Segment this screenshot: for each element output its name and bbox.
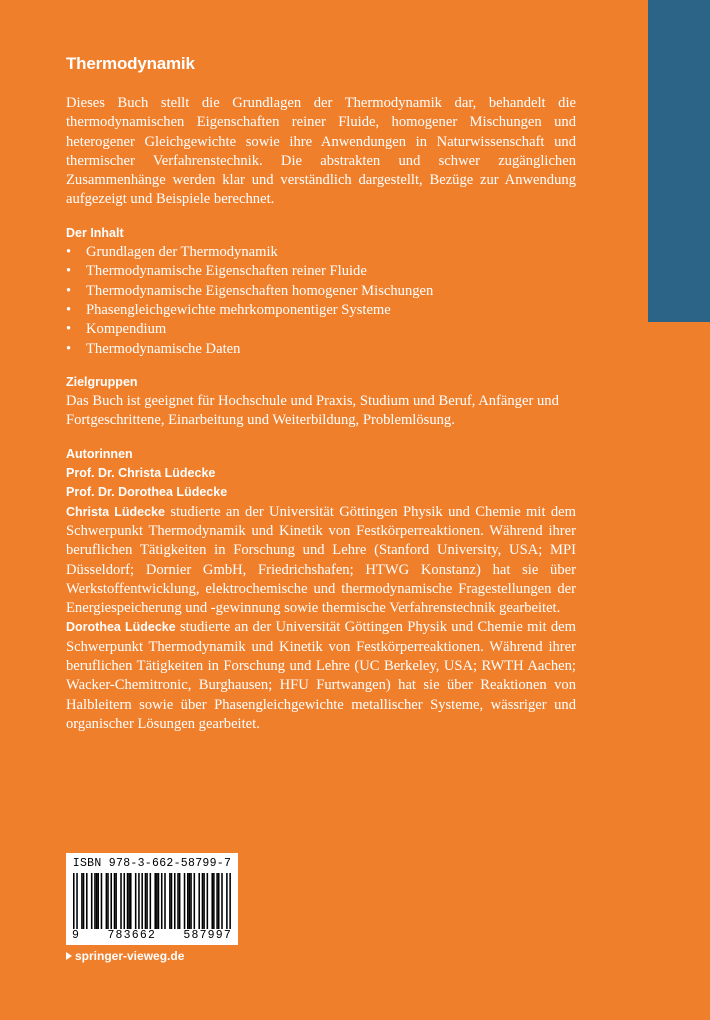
list-item: • Phasengleichgewichte mehrkomponentiger Systeme (66, 301, 391, 318)
author-1-name: Prof. Dr. Christa Lüdecke (66, 466, 216, 481)
back-cover-text (66, 54, 576, 734)
blue-corner-tab (648, 0, 710, 322)
inhalt-list (66, 243, 576, 359)
book-title: Thermodynamik (66, 54, 195, 73)
arrow-right-icon (66, 952, 72, 960)
barcode-digits: 9 783662 587997 (72, 929, 232, 942)
list-item: • Thermodynamische Eigenschaften homogener Mischungen (66, 282, 434, 299)
barcode-bars (73, 873, 231, 929)
bio-2-name: Dorothea Lüdecke (66, 620, 176, 635)
zielgruppen-text: Das Buch ist geeignet für Hochschule und Praxis, Studium und Beruf, Anfänger und Fortgeschrittene, Einarbeitung und Weiterbildung, Problemlösung. (66, 393, 559, 429)
list-item: • Kompendium (66, 321, 167, 338)
autorinnen-heading: Autorinnen (66, 446, 133, 461)
inhalt-heading: Der Inhalt (66, 225, 124, 240)
isbn-barcode (66, 853, 238, 945)
bio-1-name: Christa Lüdecke (66, 504, 165, 519)
list-item: • Thermodynamische Eigenschaften reiner Fluide (66, 263, 367, 280)
author-2-name: Prof. Dr. Dorothea Lüdecke (66, 485, 228, 500)
author-2-bio: Dorothea Lüdecke studierte an der Universität Göttingen Physik und Chemie mit dem Schwerpunkt Thermodynamik und Kinetik von Festkörperreaktionen. Während ihrer beruflichen Tätigkeiten in Forschung und Lehre (UC Berkeley, USA; RWTH Aachen; Wacker-Chemitronic, Burghausen; HFU Furtwangen) hat sie über Reaktionen von Halbleitern sowie über Phasengleichgewichte metallischer Systeme, wässriger und organischer Lösungen gearbeitet. (66, 619, 576, 732)
zielgruppen-heading: Zielgruppen (66, 374, 138, 389)
list-item: • Thermodynamische Daten (66, 340, 241, 357)
author-1-bio: Christa Lüdecke studierte an der Universität Göttingen Physik und Chemie mit dem Schwerpunkt Thermodynamik und Kinetik von Festkörperreaktionen. Während ihrer beruflichen Tätigkeiten in Forschung und Lehre (Stanford University, USA; MPI Düsseldorf; Dornier GmbH, Friedrichshafen; HTWG Konstanz) hat sie über Werkstoffentwicklung, elektrochemische und thermodynamische Fragestellungen der Energiespeicherung und -gewinnung sowie thermische Verfahrenstechnik gearbeitet. (66, 503, 576, 617)
list-item: • Grundlagen der Thermodynamik (66, 244, 278, 261)
isbn-number: ISBN 978-3-662-58799-7 (72, 857, 232, 870)
publisher-url[interactable]: springer-vieweg.de (66, 949, 184, 963)
intro-paragraph: Dieses Buch stellt die Grundlagen der Thermodynamik dar, behandelt die thermodynamischen Eigenschaften reiner Fluide, homogener Mischungen und heterogener Gleichgewichte sowie ihre Anwendungen in Naturwissenschaft und thermischer Verfahrenstechnik. Die abstrakten und schwer zugänglichen Zusammenhänge werden klar und verständlich dargestellt, Bezüge zur Anwendung aufgezeigt und Beispiele berechnet. (66, 95, 576, 208)
